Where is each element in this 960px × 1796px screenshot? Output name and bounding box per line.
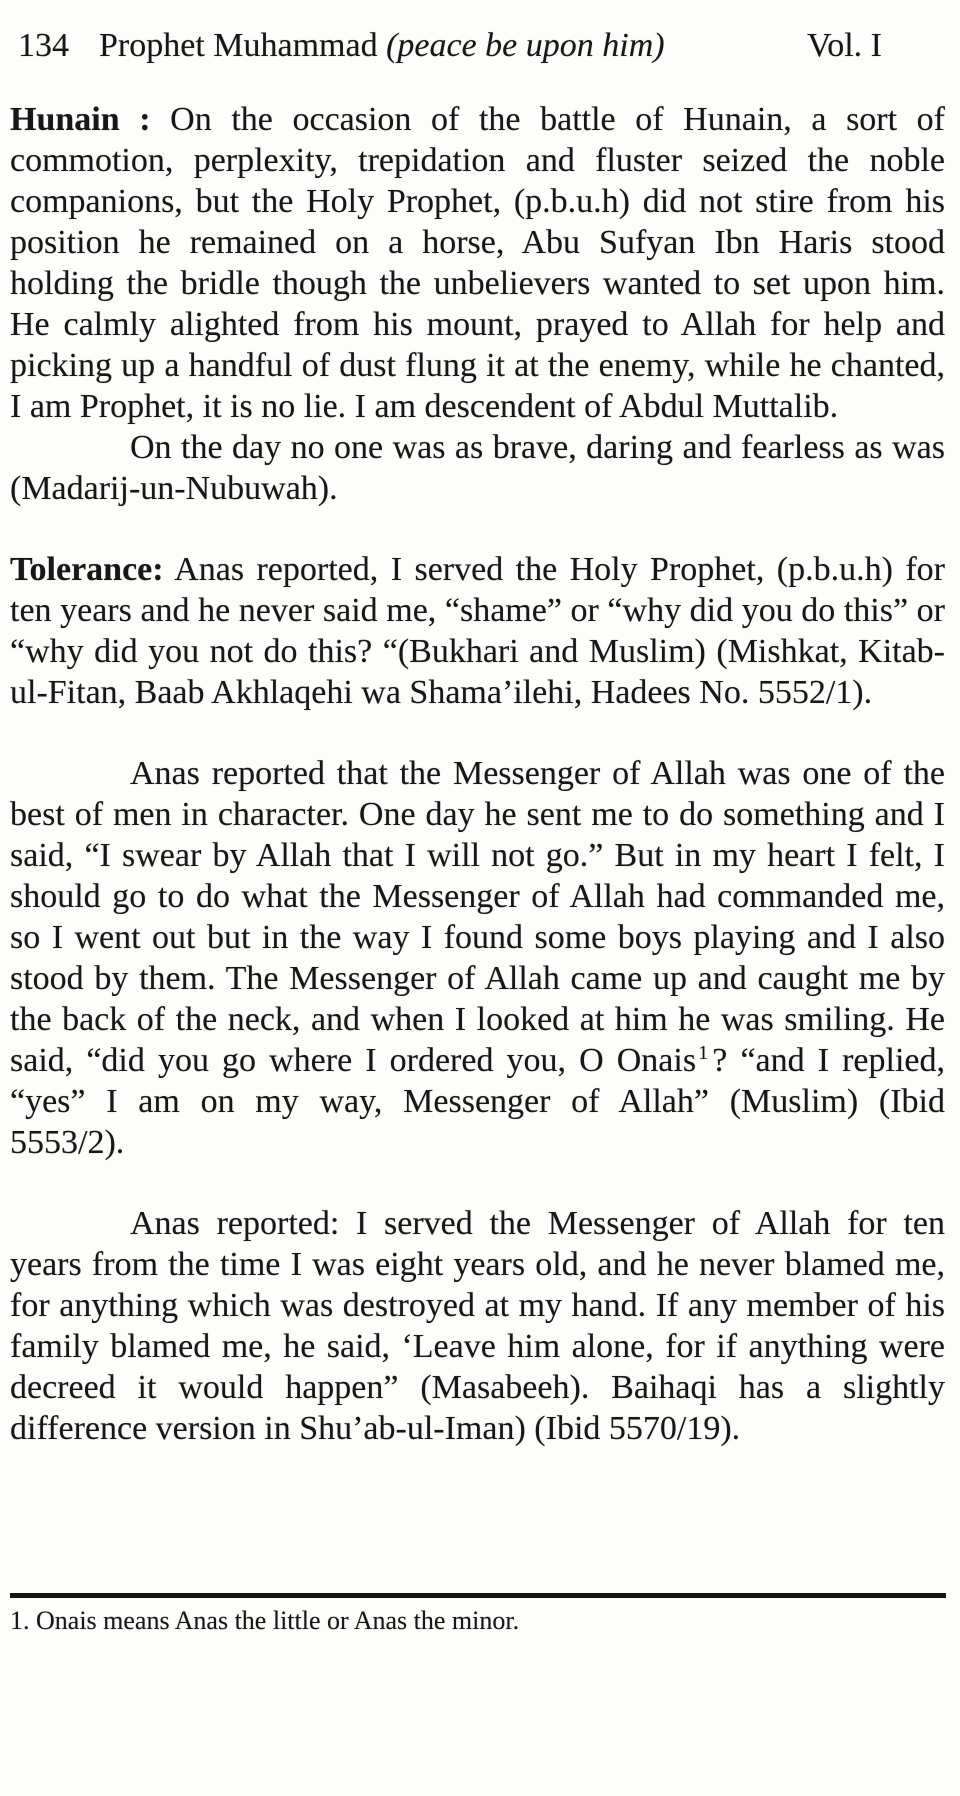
paragraph-anas-character-text-before: Anas reported that the Messenger of Allah was one of the best of men in character. One day he sent me to do something and I said, “I swear by Allah that I will not go.” But in my heart I felt, I should go to do what the Messenger of Allah had commanded me, so I went out but in the way I found some boys playing and I also stood by them. The Messenger of Allah came up and caught me by the back of the neck, and when I looked at him he was smiling. He said, “did you go where I ordered you, O Onais (10, 755, 945, 1079)
paragraph-tolerance-text: Anas reported, I served the Holy Prophet, (p.b.u.h) for ten years and he never said me, “shame” or “why did you do this” or “why did you not do this? “(Bukhari and Muslim) (Mishkat, Kitab-ul-Fitan, Baab Akhlaqehi wa Shama’ilehi, Hadees No. 5552/1). (10, 551, 945, 711)
paragraph-hunain-lead: Hunain : (10, 101, 151, 138)
page-header (0, 0, 960, 66)
running-title (99, 26, 665, 66)
paragraph-tolerance (10, 549, 945, 713)
paragraph-anas-character (10, 753, 945, 1163)
page-body (0, 99, 960, 1449)
paragraph-hunain-text: On the occasion of the battle of Hunain, a sort of commotion, perplexity, trepidation and fluster seized the noble companions, but the Holy Prophet, (p.b.u.h) did not stire from his position he remained on a horse, Abu Sufyan Ibn Haris stood holding the bridle though the unbelievers wanted to set upon him. He calmly alighted from his mount, prayed to Allah for help and picking up a handful of dust flung it at the enemy, while he chanted, I am Prophet, it is no lie. I am descendent of Abdul Muttalib. (10, 101, 945, 425)
footnote-area (10, 1593, 946, 1636)
footnote-marker: 1 (698, 1041, 709, 1064)
paragraph-anas-service: Anas reported: I served the Messenger of Allah for ten years from the time I was eight years old, and he never blamed me, for anything which was destroyed at my hand. If any member of his family blamed me, he said, ‘Leave him alone, for if anything were decreed it would happen” (Masabeeh). Baihaqi has a slightly difference version in Shu’ab-ul-Iman) (Ibid 5570/19). (10, 1205, 945, 1447)
footnote-text: 1. Onais means Anas the little or Anas the minor. (10, 1606, 520, 1635)
paragraph-anas-character-text-after: ? “and I replied, “yes” I am on my way, Messenger of Allah” (Muslim) (Ibid 5553/2). (10, 1042, 945, 1161)
running-title-italic: (peace be upon him) (386, 27, 665, 64)
paragraph-hunain (10, 99, 945, 427)
footnote-divider (10, 1593, 946, 1598)
paragraph-tolerance-lead: Tolerance: (10, 551, 164, 588)
page-number: 134 (18, 27, 69, 64)
paragraph-bravery: On the day no one was as brave, daring and fearless as was (Madarij-un-Nubuwah). (10, 429, 945, 507)
volume-label: Vol. I (807, 27, 882, 64)
running-title-roman: Prophet Muhammad (99, 27, 387, 64)
